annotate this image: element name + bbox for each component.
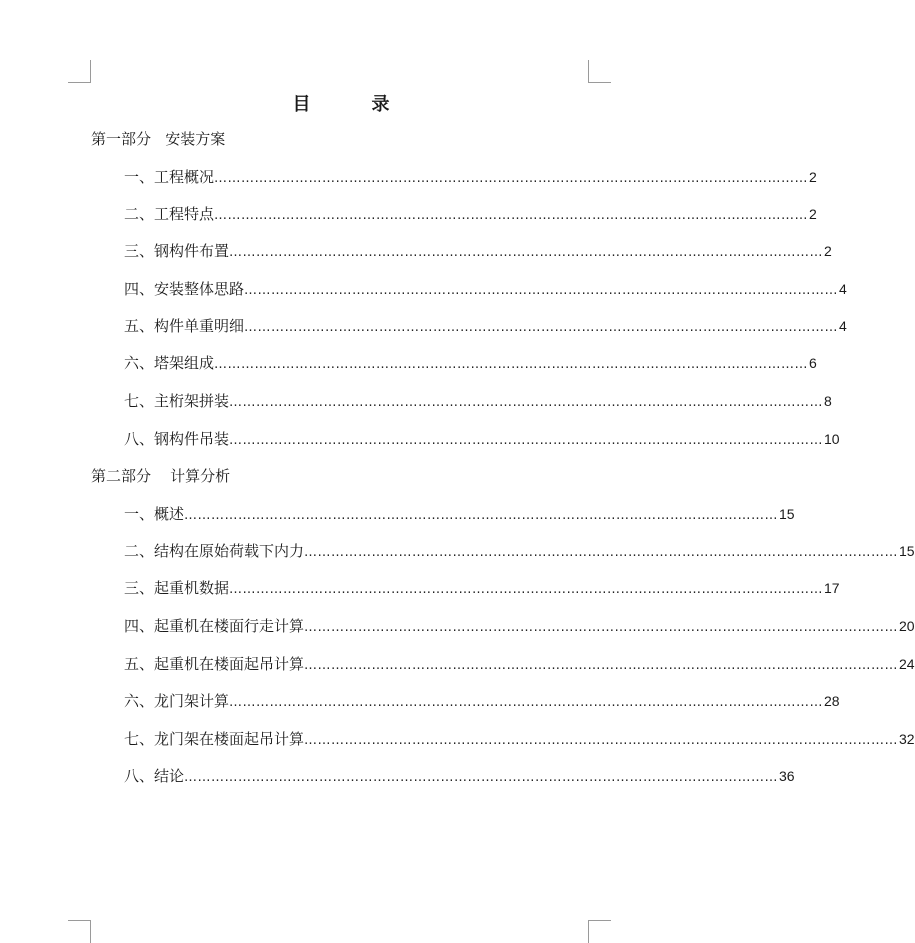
toc-entry[interactable]	[124, 653, 915, 674]
toc-entry-page: 15	[899, 543, 915, 559]
toc-entry-label: 一、概述	[124, 505, 185, 523]
toc-entry-page: 2	[809, 169, 817, 185]
toc-entry-page: 4	[839, 281, 847, 297]
crop-mark-bottom-right	[588, 920, 611, 943]
crop-mark-bottom-left	[68, 920, 91, 943]
toc-entry-page: 15	[779, 506, 795, 522]
title-char-1: 目	[292, 94, 312, 115]
dot-leader: ……………………………………………………………………………………………………………………	[304, 733, 899, 748]
toc-entry-page: 2	[824, 243, 832, 259]
dot-leader: ……………………………………………………………………………………………………………………	[304, 545, 899, 560]
toc-entry[interactable]	[124, 503, 795, 524]
page-title	[0, 90, 683, 116]
toc-entry-label: 三、起重机数据	[124, 579, 230, 597]
toc-entry-label: 四、起重机在楼面行走计算	[124, 617, 305, 635]
toc-entry-page: 24	[899, 656, 915, 672]
toc-entry-label: 八、钢构件吊装	[124, 430, 230, 448]
part-heading: 第二部分 计算分析	[91, 467, 231, 485]
dot-leader: ……………………………………………………………………………………………………………………	[184, 770, 779, 785]
crop-mark-top-left	[68, 60, 91, 83]
toc-entry-label: 六、塔架组成	[124, 354, 215, 372]
toc-entry-page: 10	[824, 431, 840, 447]
toc-entry[interactable]	[124, 428, 840, 449]
toc-entry-page: 6	[809, 355, 817, 371]
toc-entry-page: 8	[824, 393, 832, 409]
toc-entry[interactable]	[124, 203, 817, 224]
dot-leader: ……………………………………………………………………………………………………………………	[214, 171, 809, 186]
toc-entry-label: 四、安装整体思路	[124, 280, 245, 298]
toc-entry-label: 五、起重机在楼面起吊计算	[124, 655, 305, 673]
dot-leader: ……………………………………………………………………………………………………………………	[184, 508, 779, 523]
dot-leader: ……………………………………………………………………………………………………………………	[229, 245, 824, 260]
toc-entry[interactable]	[124, 615, 915, 636]
toc-entry[interactable]	[124, 765, 795, 786]
toc-entry[interactable]	[124, 390, 832, 411]
dot-leader: ……………………………………………………………………………………………………………………	[244, 320, 839, 335]
dot-leader: ……………………………………………………………………………………………………………………	[214, 357, 809, 372]
toc-entry-page: 28	[824, 693, 840, 709]
toc-entry-page: 32	[899, 731, 915, 747]
toc-entry-page: 20	[899, 618, 915, 634]
toc-entry[interactable]	[124, 540, 915, 561]
toc-entry[interactable]	[124, 577, 840, 598]
toc-entry-label: 七、主桁架拼装	[124, 392, 230, 410]
toc-entry[interactable]	[124, 352, 817, 373]
toc-entry-page: 17	[824, 580, 840, 596]
dot-leader: ……………………………………………………………………………………………………………………	[304, 620, 899, 635]
toc-entry[interactable]	[124, 166, 817, 187]
dot-leader: ……………………………………………………………………………………………………………………	[229, 395, 824, 410]
crop-mark-top-right	[588, 60, 611, 83]
dot-leader: ……………………………………………………………………………………………………………………	[229, 695, 824, 710]
toc-entry[interactable]	[124, 315, 847, 336]
toc-entry-label: 三、钢构件布置	[124, 242, 230, 260]
toc-entry[interactable]	[124, 278, 847, 299]
toc-entry-page: 4	[839, 318, 847, 334]
toc-entry-label: 八、结论	[124, 767, 185, 785]
toc-entry-label: 六、龙门架计算	[124, 692, 230, 710]
dot-leader: ……………………………………………………………………………………………………………………	[244, 283, 839, 298]
dot-leader: ……………………………………………………………………………………………………………………	[214, 208, 809, 223]
dot-leader: ……………………………………………………………………………………………………………………	[229, 433, 824, 448]
toc-entry-page: 36	[779, 768, 795, 784]
toc-entry-label: 二、结构在原始荷载下内力	[124, 542, 305, 560]
toc-entry-page: 2	[809, 206, 817, 222]
toc-entry-label: 五、构件单重明细	[124, 317, 245, 335]
toc-entry-label: 二、工程特点	[124, 205, 215, 223]
dot-leader: ……………………………………………………………………………………………………………………	[304, 658, 899, 673]
toc-entry[interactable]	[124, 690, 840, 711]
part-heading: 第一部分 安装方案	[91, 130, 226, 148]
dot-leader: ……………………………………………………………………………………………………………………	[229, 582, 824, 597]
toc-entry[interactable]	[124, 240, 832, 261]
title-char-2: 录	[371, 94, 391, 115]
toc-entry-label: 七、龙门架在楼面起吊计算	[124, 730, 305, 748]
toc-entry-label: 一、工程概况	[124, 168, 215, 186]
toc-entry[interactable]	[124, 728, 915, 749]
